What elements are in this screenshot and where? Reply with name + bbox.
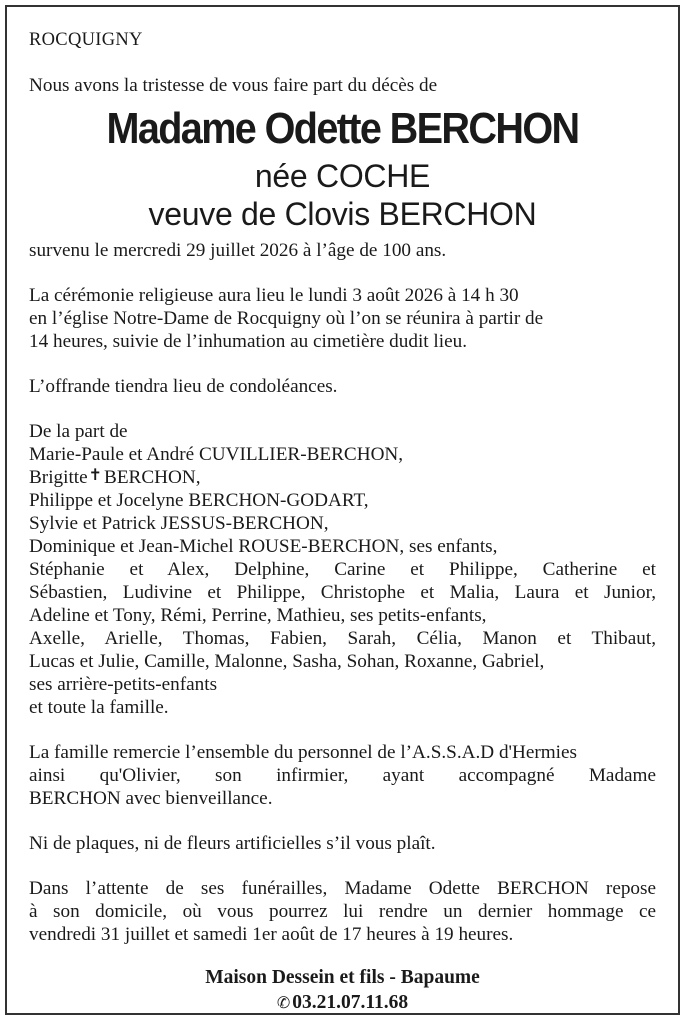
ceremony-line: 14 heures, suivie de l’inhumation au cimetière dudit lieu. (29, 331, 467, 352)
family-line: Dominique et Jean-Michel ROUSE-BERCHON, ses enfants, (29, 536, 498, 557)
death-line: survenu le mercredi 29 juillet 2026 à l’âge de 100 ans. (29, 240, 447, 261)
family-line: Lucas et Julie, Camille, Malonne, Sasha, Sohan, Roxanne, Gabriel, (29, 651, 545, 672)
latin-cross-icon: ✝ (88, 465, 103, 484)
family-name-brigitte: Brigitte (29, 467, 88, 488)
thanks-line: La famille remercie l’ensemble du personnel de l’A.S.S.A.D d'Hermies (29, 742, 577, 763)
family-line: et toute la famille. (29, 697, 169, 718)
thanks-paragraph (29, 741, 656, 810)
funeral-home (29, 965, 656, 1015)
phone-number: 03.21.07.11.68 (292, 992, 409, 1013)
ceremony-paragraph (29, 284, 656, 353)
family-line: ses arrière-petits-enfants (29, 674, 218, 695)
flowers-note: Ni de plaques, ni de fleurs artificielles s’il vous plaît. (29, 833, 436, 854)
family-line: Stéphanie et Alex, Delphine, Carine et Philippe, Catherine et (29, 559, 656, 580)
family-line: Sébastien, Ludivine et Philippe, Christophe et Malia, Laura et Junior, (29, 582, 656, 603)
funeral-home-name: Maison Dessein et fils - Bapaume (205, 967, 480, 988)
maiden-name: née COCHE (254, 158, 431, 194)
vigil-line: à son domicile, où vous pourrez lui rendre un dernier hommage ce (29, 901, 656, 922)
family-line: Sylvie et Patrick JESSUS-BERCHON, (29, 513, 329, 534)
vigil-paragraph (29, 877, 656, 946)
ceremony-line: La cérémonie religieuse aura lieu le lundi 3 août 2026 à 14 h 30 (29, 285, 519, 306)
deceased-name: Madame Odette BERCHON (106, 104, 579, 153)
notice-content (29, 29, 656, 1015)
widow-line: veuve de Clovis BERCHON (148, 196, 537, 232)
family-list (29, 420, 656, 719)
funeral-home-phone (29, 990, 656, 1015)
thanks-line: ainsi qu'Olivier, son infirmier, ayant accompagné Madame (29, 765, 656, 786)
family-line: Axelle, Arielle, Thomas, Fabien, Sarah, Célia, Manon et Thibaut, (29, 628, 656, 649)
phone-icon: ✆ (276, 993, 291, 1012)
family-line: Philippe et Jocelyne BERCHON-GODART, (29, 490, 369, 511)
family-line: Marie-Paule et André CUVILLIER-BERCHON, (29, 444, 404, 465)
family-header: De la part de (29, 421, 128, 442)
vigil-line: Dans l’attente de ses funérailles, Madame Odette BERCHON repose (29, 878, 656, 899)
family-name-berchon: BERCHON, (104, 467, 201, 488)
thanks-line: BERCHON avec bienveillance. (29, 788, 273, 809)
ceremony-line: en l’église Notre-Dame de Rocquigny où l’on se réunira à partir de (29, 308, 544, 329)
intro-text: Nous avons la tristesse de vous faire part du décès de (29, 75, 438, 96)
town-name: ROCQUIGNY (29, 30, 143, 50)
family-line: Adeline et Tony, Rémi, Perrine, Mathieu, ses petits-enfants, (29, 605, 487, 626)
family-line (29, 466, 656, 489)
vigil-line: vendredi 31 juillet et samedi 1er août de 17 heures à 19 heures. (29, 924, 514, 945)
offering-text: L’offrande tiendra lieu de condoléances. (29, 376, 338, 397)
obituary-notice (5, 5, 680, 1015)
